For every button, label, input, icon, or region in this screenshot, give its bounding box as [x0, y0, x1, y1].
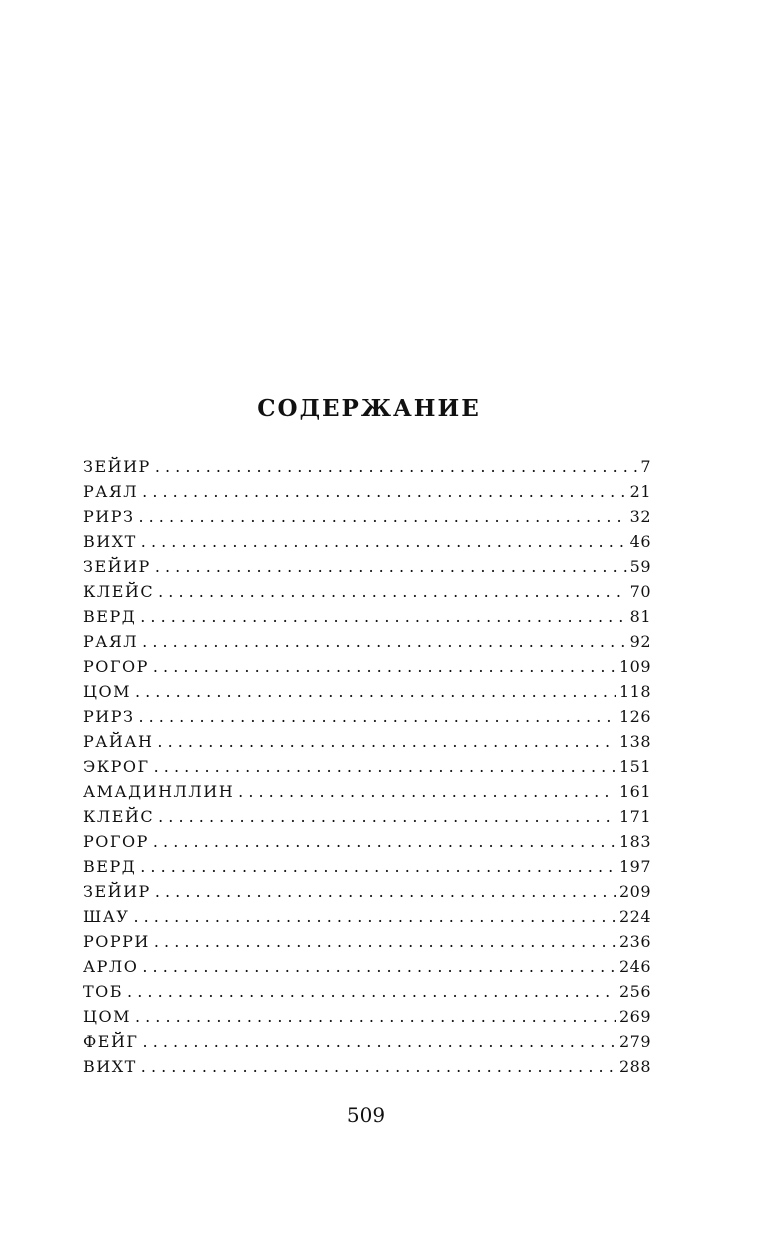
toc-chapter-title: РОРРИ	[83, 932, 150, 951]
toc-entry	[83, 579, 651, 604]
toc-entry	[83, 654, 651, 679]
toc-chapter-title: РИРЗ	[83, 707, 135, 726]
toc-dot-leader	[140, 604, 626, 629]
toc-chapter-title: ЗЕЙИР	[83, 557, 151, 576]
toc-entry	[83, 729, 651, 754]
toc-page-number: 269	[618, 1007, 651, 1026]
toc-entry	[83, 604, 651, 629]
toc-page-number: 197	[618, 857, 651, 876]
toc-chapter-title: РАЯЛ	[83, 632, 139, 651]
toc-entry	[83, 879, 651, 904]
toc-entry	[83, 679, 651, 704]
toc-chapter-title: РОГОР	[83, 657, 149, 676]
toc-chapter-title: КЛЕЙС	[83, 807, 155, 826]
toc-page-number: 7	[640, 457, 651, 476]
toc-entry	[83, 454, 651, 479]
toc-dot-leader	[155, 554, 627, 579]
toc-dot-leader	[138, 504, 626, 529]
toc-page-number: 171	[618, 807, 651, 826]
toc-dot-leader	[142, 479, 626, 504]
toc-dot-leader	[142, 954, 616, 979]
toc-chapter-title: РАЯЛ	[83, 482, 139, 501]
toc-page-number: 70	[629, 582, 651, 601]
toc-entry	[83, 804, 651, 829]
toc-page-number: 151	[618, 757, 651, 776]
toc-entry	[83, 554, 651, 579]
toc-entry	[83, 829, 651, 854]
toc-chapter-title: ВИХТ	[83, 532, 137, 551]
toc-page-number: 236	[618, 932, 651, 951]
toc-page-number: 183	[618, 832, 651, 851]
toc-entry	[83, 779, 651, 804]
toc-dot-leader	[238, 779, 616, 804]
toc-dot-leader	[141, 1054, 616, 1079]
toc-chapter-title: ЭКРОГ	[83, 757, 150, 776]
toc-dot-leader	[153, 829, 616, 854]
toc-page-number: 161	[618, 782, 651, 801]
toc-chapter-title: ЦОМ	[83, 1007, 131, 1026]
toc-dot-leader	[154, 754, 616, 779]
toc-chapter-title: ВЕРД	[83, 857, 137, 876]
toc-dot-leader	[127, 979, 616, 1004]
toc-entry	[83, 629, 651, 654]
toc-entry	[83, 979, 651, 1004]
toc-dot-leader	[133, 904, 616, 929]
toc-entry	[83, 1029, 651, 1054]
toc-chapter-title: ШАУ	[83, 907, 130, 926]
toc-page-number: 138	[618, 732, 651, 751]
table-of-contents	[83, 454, 651, 1079]
toc-entry	[83, 1054, 651, 1079]
toc-dot-leader	[138, 704, 616, 729]
toc-page-number: 224	[618, 907, 651, 926]
toc-chapter-title: ТОБ	[83, 982, 124, 1001]
toc-entry	[83, 479, 651, 504]
toc-chapter-title: АРЛО	[83, 957, 139, 976]
toc-chapter-title: РИРЗ	[83, 507, 135, 526]
toc-entry	[83, 929, 651, 954]
toc-chapter-title: ВИХТ	[83, 1057, 137, 1076]
toc-entry	[83, 704, 651, 729]
toc-page-number: 256	[618, 982, 651, 1001]
toc-entry	[83, 529, 651, 554]
toc-title: СОДЕРЖАНИЕ	[257, 395, 481, 422]
toc-entry	[83, 754, 651, 779]
toc-dot-leader	[155, 454, 637, 479]
toc-chapter-title: ЦОМ	[83, 682, 131, 701]
toc-dot-leader	[135, 1004, 616, 1029]
toc-entry	[83, 904, 651, 929]
toc-page-number: 92	[629, 632, 651, 651]
toc-dot-leader	[154, 929, 616, 954]
toc-chapter-title: ЗЕЙИР	[83, 457, 151, 476]
toc-page-number: 21	[629, 482, 651, 501]
toc-page-number: 46	[629, 532, 651, 551]
toc-page-number: 209	[618, 882, 651, 901]
toc-chapter-title: ВЕРД	[83, 607, 137, 626]
toc-page-number: 246	[618, 957, 651, 976]
toc-page-number: 59	[629, 557, 651, 576]
page-number: 509	[346, 1103, 386, 1127]
toc-dot-leader	[135, 679, 616, 704]
toc-entry	[83, 954, 651, 979]
toc-page-number: 126	[618, 707, 651, 726]
toc-dot-leader	[158, 579, 627, 604]
toc-chapter-title: РОГОР	[83, 832, 149, 851]
toc-dot-leader	[143, 1029, 616, 1054]
toc-dot-leader	[157, 729, 616, 754]
toc-page-number: 81	[629, 607, 651, 626]
toc-dot-leader	[158, 804, 616, 829]
toc-page-number: 32	[629, 507, 651, 526]
toc-page-number: 279	[618, 1032, 651, 1051]
toc-entry	[83, 1004, 651, 1029]
toc-entry	[83, 854, 651, 879]
toc-entry	[83, 504, 651, 529]
toc-dot-leader	[140, 854, 616, 879]
toc-dot-leader	[153, 654, 616, 679]
toc-page-number: 288	[618, 1057, 651, 1076]
toc-chapter-title: КЛЕЙС	[83, 582, 155, 601]
toc-chapter-title: ФЕЙГ	[83, 1032, 139, 1051]
toc-dot-leader	[142, 629, 626, 654]
toc-chapter-title: АМАДИНЛЛИН	[83, 782, 235, 801]
toc-dot-leader	[155, 879, 616, 904]
toc-page-number: 109	[618, 657, 651, 676]
toc-chapter-title: ЗЕЙИР	[83, 882, 151, 901]
toc-dot-leader	[141, 529, 627, 554]
toc-chapter-title: РАЙАН	[83, 732, 154, 751]
toc-page-number: 118	[618, 682, 651, 701]
